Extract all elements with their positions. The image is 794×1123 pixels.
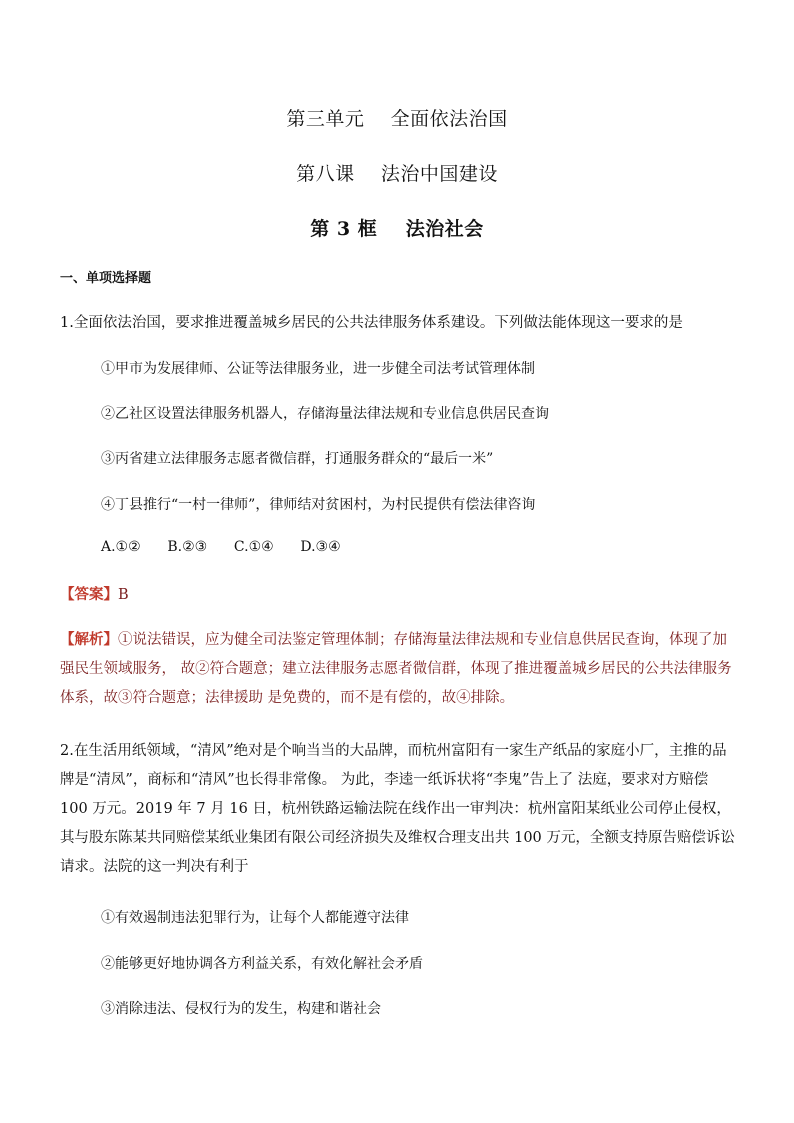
- q1-answer: [60, 583, 129, 604]
- q2-option-3: ③消除违法、侵权行为的发生，构建和谐社会: [101, 1001, 381, 1017]
- analysis-text: ①说法错误，应为健全司法鉴定管理体制；存储海量法律法规和专业信息供居民查询，体现了加强民生领域服务， 故②符合题意；建立法律服务志愿者微信群，体现了推进覆盖城乡居民的公共法律服务体系，故③符合题意；法律援助 是免费的，而不是有偿的，故④排除。: [60, 632, 732, 706]
- question-2-stem: 2.在生活用纸领域，“清风”绝对是个响当当的大品牌，而杭州富阳有一家生产纸品的家庭小厂，主推的品牌是“清凤”，商标和“清风”也长得非常像。 为此，李逵一纸诉状将“李鬼”告上了 法庭，要求对方赔偿 100 万元。2019 年 7 月 16 日，杭州铁路运输法院在线作出一审判决：杭州富阳某纸业公司停止侵权，其与股东陈某共同赔偿某纸业集团有限公司经济损失及维权合理支出共 100 万元，全额支持原告赔偿诉讼请求。法院的这一判决有利于: [60, 743, 735, 875]
- section-heading: 一、单项选择题: [60, 271, 152, 286]
- analysis-tag: 【解析】: [60, 631, 118, 648]
- unit-title: 第三单元 全面依法治国: [286, 108, 508, 130]
- answer-tag: 【答案】: [60, 586, 118, 603]
- q1-option-3: ③丙省建立法律服务志愿者微信群，打通服务群众的“最后一米”: [101, 451, 494, 467]
- q2-option-1: ①有效遏制违法犯罪行为，让每个人都能遵守法律: [101, 910, 409, 926]
- lesson-title: 第八课 法治中国建设: [296, 163, 498, 185]
- frame-title: 第 3 框 法治社会: [310, 218, 484, 240]
- q2-option-2: ②能够更好地协调各方利益关系，有效化解社会矛盾: [101, 956, 423, 972]
- q1-analysis: [60, 625, 736, 713]
- q1-option-4: ④丁县推行“一村一律师”，律师结对贫困村，为村民提供有偿法律咨询: [101, 497, 536, 513]
- q1-option-2: ②乙社区设置法律服务机器人，存储海量法律法规和专业信息供居民查询: [101, 406, 549, 422]
- q1-choices: A.①② B.②③ C.①④ D.③④: [101, 539, 341, 555]
- q1-option-1: ①甲市为发展律师、公证等法律服务业，进一步健全司法考试管理体制: [101, 361, 535, 377]
- answer-value: B: [118, 587, 129, 603]
- question-1-stem: 1.全面依法治国，要求推进覆盖城乡居民的公共法律服务体系建设。下列做法能体现这一要求的是: [60, 315, 683, 331]
